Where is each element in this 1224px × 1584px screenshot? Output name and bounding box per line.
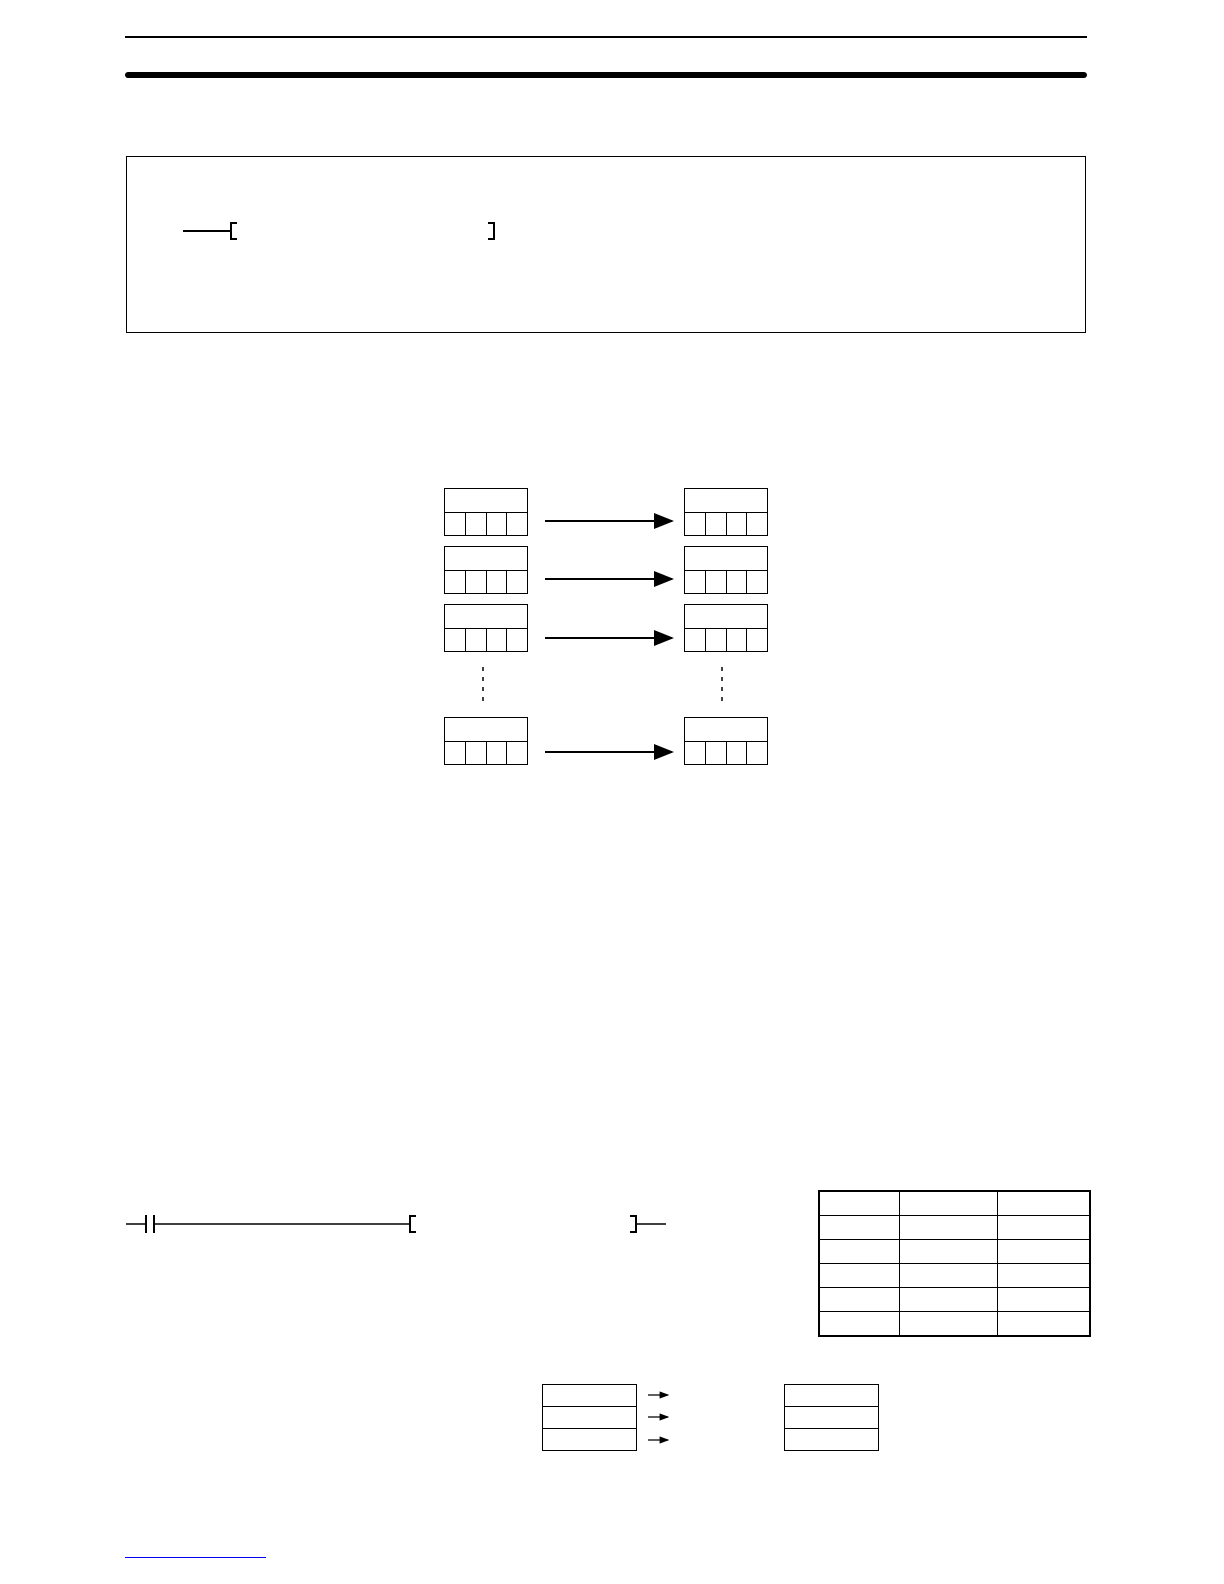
source-word-1	[444, 488, 528, 536]
table-row	[819, 1191, 1090, 1216]
example-small-arrows	[648, 1395, 668, 1440]
footer-link-underline[interactable]	[125, 1557, 266, 1558]
example-dest-stack	[784, 1384, 879, 1451]
dest-word-last	[684, 717, 768, 765]
dest-word-1	[684, 488, 768, 536]
example-source-stack	[542, 1384, 637, 1451]
source-word-3	[444, 604, 528, 652]
format-box-ladder-symbol	[183, 223, 494, 239]
example-ladder-rung	[126, 1215, 666, 1233]
source-word-2	[444, 546, 528, 594]
transfer-arrows	[545, 521, 672, 752]
dest-word-2	[684, 546, 768, 594]
table-row	[819, 1288, 1090, 1312]
table-row	[819, 1264, 1090, 1288]
table-row	[819, 1312, 1090, 1337]
table-row	[819, 1216, 1090, 1240]
example-mnemonic-table	[818, 1190, 1091, 1337]
source-word-last	[444, 717, 528, 765]
table-row	[819, 1240, 1090, 1264]
dest-word-3	[684, 604, 768, 652]
